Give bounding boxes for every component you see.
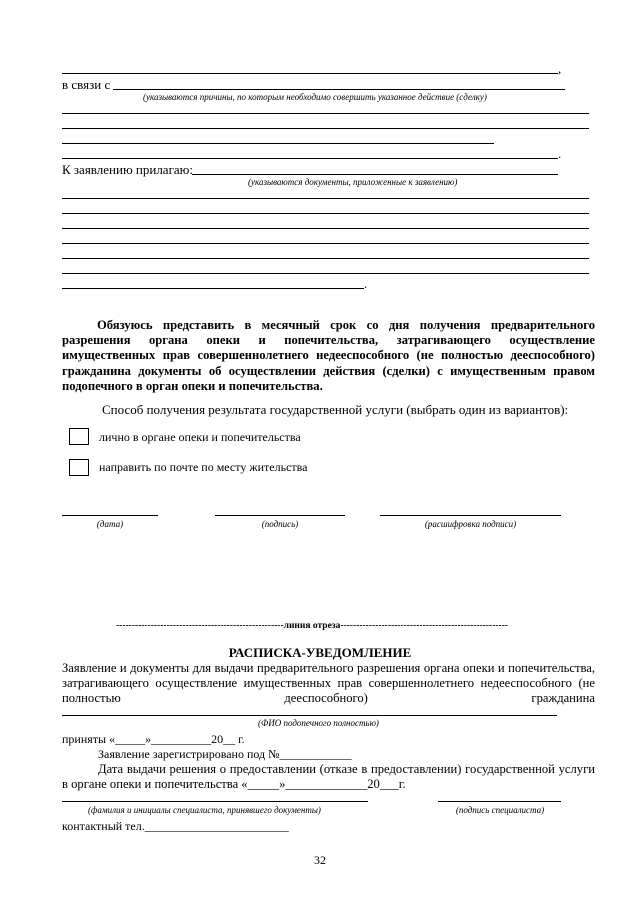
reason-end-period: . [558,146,562,161]
signature-caption: (подпись) [261,519,299,529]
attachments-end-period: . [364,276,368,291]
signature-decode-caption: (расшифровка подписи) [424,519,517,529]
signature-line[interactable] [215,515,345,516]
delivery-option-post-checkbox[interactable] [69,459,89,476]
delivery-option-in-person-checkbox[interactable] [69,428,89,445]
commitment-paragraph: Обязуюсь представить в месячный срок со дня получения предварительного разрешения органа опеки и попечительства, затрагивающего осуществление имущественных прав совершеннолетнего недееспособного (не полностью дееспособного) гражданина документы об осуществлении действия (сделки) с имущественным правом подопечного в орган опеки и попечительства. [62,318,595,393]
reason-label: в связи с [62,77,111,92]
attachments-label: К заявлению прилагаю: [62,162,194,177]
page-number: 32 [314,853,326,867]
delivery-prompt: Способ получения результата государственной услуги (выбрать один из вариантов): [102,402,569,417]
blank-line[interactable] [62,143,494,144]
blank-line[interactable] [62,128,589,129]
specialist-name-caption: (фамилия и инициалы специалиста, принявшего документы) [88,805,321,815]
receipt-intro: Заявление и документы для выдачи предварительного разрешения органа опеки и попечительства, затрагивающего осуществление имущественных прав совершеннолетнего недееспособного (не полностью дееспособного) гражданина [62,661,595,706]
receipt-contact-phone: контактный тел.________________________ [62,819,289,833]
specialist-name-line[interactable] [62,801,368,802]
ward-name-line[interactable] [62,715,557,716]
blank-line[interactable] [62,258,589,259]
specialist-signature-line[interactable] [438,801,561,802]
specialist-signature-caption: (подпись специалиста) [455,805,545,815]
blank-line[interactable] [62,73,558,74]
end-comma: , [558,61,562,76]
blank-line[interactable] [62,213,589,214]
blank-line[interactable] [62,158,558,159]
date-line[interactable] [62,515,158,516]
reason-caption: (указываются причины, по которым необходимо совершить указанное действие (сделку) [143,92,487,102]
receipt-accepted-date: приняты «_____»__________20__ г. [62,732,245,746]
blank-line[interactable] [62,113,589,114]
date-caption: (дата) [96,519,124,529]
reason-input-line[interactable] [113,89,565,90]
receipt-decision-date: Дата выдачи решения о предоставлении (отказе в предоставлении) государственной услуги в органе опеки и попечительства «_____»_____________20___г. [62,762,595,792]
signature-decode-line[interactable] [380,515,561,516]
blank-line[interactable] [62,198,589,199]
receipt-title: РАСПИСКА-УВЕДОМЛЕНИЕ [228,645,412,660]
delivery-option-post-label: направить по почте по месту жительства [99,460,308,474]
receipt-registered-number: Заявление зарегистрировано под №____________ [98,747,352,761]
attachments-input-line[interactable] [192,174,558,175]
ward-name-caption: (ФИО подопечного полностью) [258,718,379,728]
cut-line: -----------------------------------------------------линия отреза----------------------------------------------------- [115,622,509,631]
blank-line[interactable] [62,288,364,289]
delivery-option-in-person-label: лично в органе опеки и попечительства [99,430,301,444]
blank-line[interactable] [62,273,589,274]
attachments-caption: (указываются документы, приложенные к заявлению) [248,177,458,187]
blank-line[interactable] [62,228,589,229]
blank-line[interactable] [62,243,589,244]
